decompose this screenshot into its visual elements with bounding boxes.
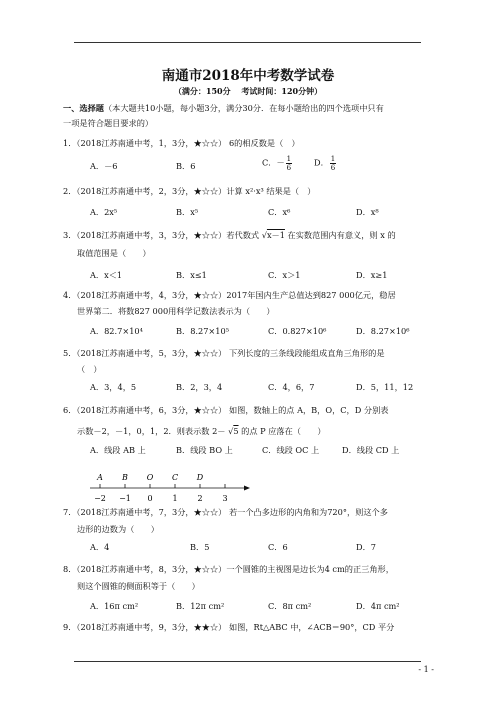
question-2: 2．（2018江苏南通中考，2，3分，★☆☆）计算 x²·x³ 结果是（ ） <box>63 186 316 196</box>
q4-option-c: C．0.827×10⁶ <box>268 326 327 336</box>
q6-option-d: D．线段 CD 上 <box>342 445 400 455</box>
q5-option-d: D．5，11，12 <box>356 382 414 392</box>
page-subtitle: （满分：150分 考试时间：120分钟） <box>173 86 323 96</box>
q8-option-d: D．4π cm² <box>356 601 400 611</box>
q5-option-a: A．3，4，5 <box>90 382 137 392</box>
question-5: 5．（2018江苏南通中考，5，3分，★☆☆） 下列长度的三条线段能组成直角三角形的是 <box>63 348 385 358</box>
question-7: 7．（2018江苏南通中考，7，3分，★☆☆） 若一个凸多边形的内角和为720°，则这个多 <box>63 507 388 517</box>
q7-option-c: C．6 <box>268 542 288 552</box>
q1-option-c <box>262 155 293 172</box>
q2-option-a: A．2x⁵ <box>90 207 118 217</box>
q8-option-c: C．8π cm² <box>268 601 312 611</box>
section-desc: （本大题共10小题，每小题3分，满分30分．在每小题给出的四个选项中只有 <box>103 103 384 113</box>
q3-option-a: A．x＜1 <box>90 270 123 280</box>
footer-rule <box>74 661 421 662</box>
fraction-numerator: 1 <box>330 155 336 163</box>
q1-option-d-prefix: D． <box>314 157 329 168</box>
question-5-cont: （ ） <box>77 364 102 374</box>
fraction-denominator: 6 <box>330 164 336 172</box>
q3-stem-start: 3．（2018江苏南通中考，3，3分，★☆☆）若代数式 <box>63 230 262 240</box>
q2-option-d: D．x⁸ <box>356 207 379 217</box>
number-line-tick-label: −1 <box>119 494 131 503</box>
number-line-tick-label: 1 <box>172 494 178 503</box>
q4-option-b: B．8.27×10⁵ <box>176 326 229 336</box>
q6-option-c: C．线段 OC 上 <box>262 445 320 455</box>
header-rule <box>74 42 421 43</box>
q1-option-a: A．－6 <box>90 161 118 171</box>
question-3-cont: 取值范围是（ ） <box>77 248 151 258</box>
q5-option-b: B．2，3，4 <box>176 382 223 392</box>
q5-option-c: C．4，6，7 <box>268 382 315 392</box>
number-line-tick-label: 3 <box>222 494 228 503</box>
page-title: 南通市2018年中考数学试卷 <box>161 68 335 84</box>
q6-option-a: A．线段 AB 上 <box>90 445 146 455</box>
number-line-point-label: B <box>122 473 128 482</box>
q2-option-b: B．x⁵ <box>176 207 199 217</box>
question-7-cont: 边形的边数为（ ） <box>77 524 159 534</box>
q8-option-a: A．16π cm² <box>90 601 139 611</box>
section-desc-cont: 一项是符合题目要求的） <box>63 118 154 128</box>
question-8-cont: 则这个圆锥的侧面积等于（ ） <box>77 581 200 591</box>
page-number: - 1 - <box>418 665 434 674</box>
q6-stem-start: 示数－2，－1，0，1，2．则表示数 2－ <box>77 426 229 436</box>
q8-option-b: B．12π cm² <box>176 601 225 611</box>
question-1: 1．（2018江苏南通中考，1，3分，★☆☆） 6的相反数是（ ） <box>63 138 300 148</box>
q1-option-c-prefix: C．－ <box>262 157 285 168</box>
q3-option-d: D．x≥1 <box>356 270 388 280</box>
number-line-tick-label: 0 <box>147 494 153 503</box>
q1-option-d-fraction <box>330 155 336 172</box>
number-line-figure <box>90 470 250 504</box>
question-9: 9．（2018江苏南通中考，9，3分，★★☆） 如图，Rt△ABC 中，∠ACB＝90°，CD 平分 <box>63 622 395 632</box>
q7-option-d: D．7 <box>356 542 376 552</box>
q1-option-b: B．6 <box>176 161 196 171</box>
q3-option-b: B．x≤1 <box>176 270 207 280</box>
fraction-denominator: 6 <box>286 164 292 172</box>
number-line-point-label: A <box>97 473 103 482</box>
fraction-numerator: 1 <box>286 155 292 163</box>
q6-stem-end: 的点 P 应落在（ ） <box>238 426 326 436</box>
q2-option-c: C．x⁶ <box>268 207 291 217</box>
question-6: 6．（2018江苏南通中考，6，3分，★☆☆） 如图，数轴上的点 A，B，O，C，D 分别表 <box>63 405 389 415</box>
q4-option-a: A．82.7×10⁴ <box>90 326 143 336</box>
q3-option-c: C．x＞1 <box>268 270 301 280</box>
q6-option-b: B．线段 BO 上 <box>176 445 233 455</box>
number-line-tick-label: 2 <box>197 494 203 503</box>
section-label: 一、选择题 <box>63 103 104 113</box>
number-line-point-label: C <box>171 473 179 482</box>
question-6-cont: 示数－2，－1，0，1，2．则表示数 2－ √5 的点 P 应落在（ ） <box>77 426 326 436</box>
q3-stem-end: 在实数范围内有意义，则 x 的 <box>284 230 396 240</box>
question-3: 3．（2018江苏南通中考，3，3分，★☆☆）若代数式 √x－1 在实数范围内有意义，则 x 的 <box>63 230 396 240</box>
number-line-arrow-icon <box>244 486 250 491</box>
question-8: 8．（2018江苏南通中考，8，3分，★☆☆）一个圆锥的主视图是边长为4 cm的正三角形， <box>63 564 394 574</box>
q1-option-c-fraction <box>286 155 292 172</box>
number-line-point-label: D <box>196 473 204 482</box>
q7-option-a: A．4 <box>90 542 110 552</box>
number-line-tick-label: −2 <box>94 494 106 503</box>
q1-option-d <box>314 155 337 172</box>
q4-option-d: D．8.27×10⁶ <box>356 326 410 336</box>
number-line-point-label: O <box>146 473 154 482</box>
section-heading <box>63 103 384 114</box>
q3-radicand: x－1 <box>266 230 285 240</box>
question-4-cont: 世界第二．将数827 000用科学记数法表示为（ ） <box>77 306 275 316</box>
q6-radicand: 5 <box>233 426 239 436</box>
question-4: 4．（2018江苏南通中考，4，3分，★☆☆）2017年国内生产总值达到827 000亿元，稳居 <box>63 290 396 300</box>
q7-option-b: B．5 <box>190 542 210 552</box>
